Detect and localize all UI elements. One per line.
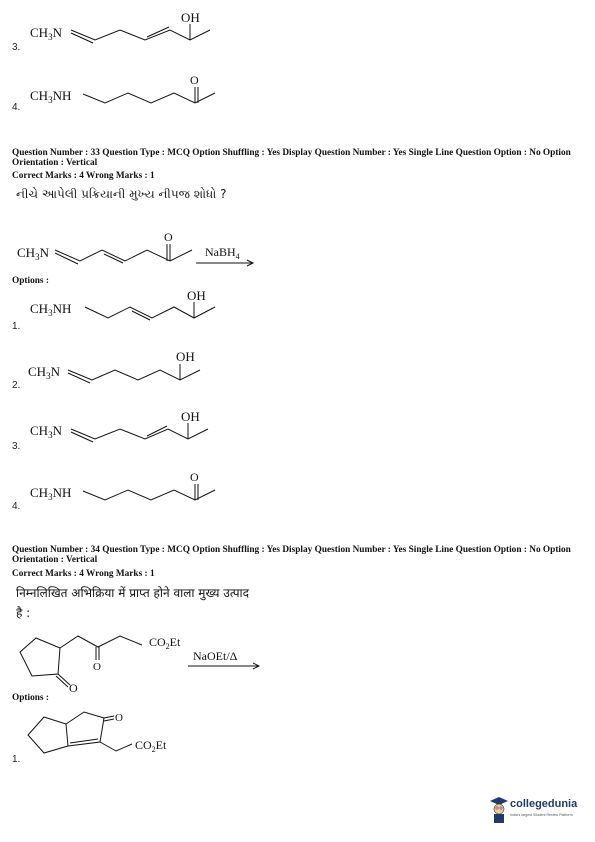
svg-text:OH: OH bbox=[176, 349, 195, 364]
svg-text:O: O bbox=[93, 661, 101, 673]
q34-marks: Correct Marks : 4 Wrong Marks : 1 bbox=[12, 569, 155, 579]
svg-text:CH3N: $CH_3N$ bbox=[17, 245, 49, 262]
svg-text:NaBH4: NaBH$_4$ bbox=[205, 245, 240, 261]
svg-text:OH: OH bbox=[187, 288, 206, 303]
top-option-4-number: 4. bbox=[12, 102, 21, 113]
q33-marks: Correct Marks : 4 Wrong Marks : 1 bbox=[12, 171, 155, 181]
logo-tagline: India's largest Student Review Platform bbox=[510, 813, 573, 817]
q33-option-4-number: 4. bbox=[12, 501, 21, 512]
collegedunia-logo bbox=[488, 795, 588, 827]
svg-text:CO2Et: $CO_2Et$ bbox=[135, 738, 167, 754]
q34-option-1-number: 1. bbox=[12, 754, 21, 765]
svg-text:O: O bbox=[115, 712, 123, 724]
q33-options-label: Options : bbox=[12, 276, 49, 286]
q33-option-3-number: 3. bbox=[12, 441, 21, 452]
svg-text:CH3NH: $CH_3NH$ bbox=[30, 88, 72, 105]
svg-text:CH3NH: $CH_3NH$ bbox=[30, 301, 72, 318]
svg-text:O: O bbox=[190, 470, 199, 484]
q33-option-2-number: 2. bbox=[12, 380, 21, 391]
logo-wordmark: collegedunia bbox=[510, 798, 578, 810]
svg-text:NaOEt/Δ: NaOEt/Δ bbox=[193, 649, 238, 663]
q34-options-label: Options : bbox=[12, 693, 49, 703]
svg-text:CH3N: $CH_3N$ bbox=[28, 364, 60, 381]
q33-option-1-number: 1. bbox=[12, 321, 21, 332]
svg-text:O: O bbox=[190, 73, 199, 87]
q33-question-text: નીચે આપેલી પ્રક્રિયાની મુખ્ય નીપજ શોધો ? bbox=[16, 187, 227, 201]
top-option-3-number: 3. bbox=[12, 42, 21, 53]
svg-text:CH3N: $CH_3N$ bbox=[30, 25, 62, 42]
svg-text:CH3N: $CH_3N$ bbox=[30, 423, 62, 440]
q34-header: Question Number : 34 Question Type : MCQ Option Shuffling : Yes Display Question Number : Yes Single Line Question Option : No Option Orientation : Vertical bbox=[12, 545, 571, 565]
svg-text:O: O bbox=[164, 230, 173, 244]
graduate-mascot-icon bbox=[488, 795, 510, 825]
svg-text:CH3NH: $CH_3NH$ bbox=[30, 485, 72, 502]
q34-question-text-line2: है : bbox=[16, 606, 31, 620]
svg-text:O: O bbox=[69, 681, 78, 695]
svg-text:OH: OH bbox=[181, 10, 200, 25]
svg-text:CO2Et: $CO_2Et$ bbox=[149, 635, 181, 651]
q33-header: Question Number : 33 Question Type : MCQ Option Shuffling : Yes Display Question Number : Yes Single Line Question Option : No Option Orientation : Vertical bbox=[12, 148, 571, 168]
q34-question-text-line1: निम्नलिखित अभिक्रिया में प्राप्त होने वाला मुख्य उत्पाद bbox=[16, 586, 250, 600]
svg-text:OH: OH bbox=[181, 409, 200, 424]
